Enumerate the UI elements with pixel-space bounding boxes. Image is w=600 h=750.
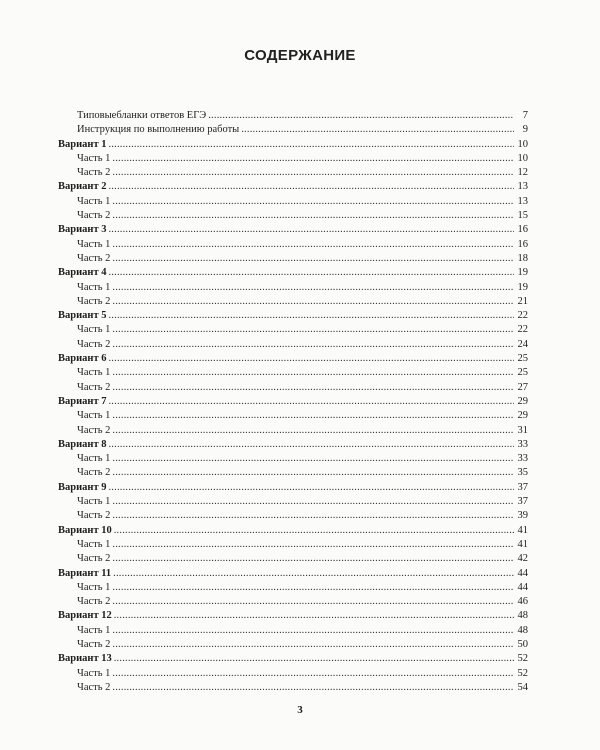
toc-page-number: 48 [517,624,528,636]
toc-leader-dots [108,481,514,495]
toc-page-number: 41 [517,538,528,550]
toc-leader-dots [112,295,514,309]
toc-leader-dots [114,609,514,623]
toc-entry-text: Вариант 1 [58,138,107,150]
toc-leader-dots [112,581,514,595]
toc-leader-dots [108,180,514,194]
toc-page-number: 44 [517,567,528,579]
toc-page-number: 31 [517,424,528,436]
toc-part-row [58,195,528,209]
toc-part-row [58,381,528,395]
toc-entry-text: Часть 1 [77,324,111,336]
toc-leader-dots [241,123,514,137]
toc-page-number: 46 [517,596,528,608]
toc-leader-dots [112,452,514,466]
toc-variant-row [58,609,528,623]
table-of-contents [58,109,528,695]
toc-variant-row [58,438,528,452]
toc-entry-text: Часть 1 [77,453,111,465]
toc-variant-row [58,266,528,280]
toc-entry-text: Часть 2 [77,252,111,264]
toc-entry-text: Часть 1 [77,238,111,250]
toc-page-number: 37 [517,496,528,508]
toc-entry-text: Часть 2 [77,381,111,393]
toc-entry-text: Часть 1 [77,538,111,550]
toc-part-row [58,466,528,480]
toc-part-row [58,166,528,180]
toc-entry-row [58,109,528,123]
toc-variant-row [58,395,528,409]
toc-part-row [58,152,528,166]
toc-entry-text: Вариант 3 [58,224,107,236]
toc-entry-text: Часть 1 [77,667,111,679]
toc-variant-row [58,524,528,538]
toc-page-number: 19 [517,281,528,293]
toc-page-number: 19 [517,267,528,279]
toc-leader-dots [114,652,514,666]
toc-leader-dots [112,509,514,523]
toc-part-row [58,252,528,266]
toc-entry-text: Часть 2 [77,210,111,222]
toc-leader-dots [112,667,514,681]
toc-part-row [58,638,528,652]
toc-entry-text: Вариант 11 [58,567,112,579]
toc-page-number: 35 [517,467,528,479]
toc-part-row [58,281,528,295]
toc-part-row [58,238,528,252]
toc-page-number: 25 [517,353,528,365]
toc-page-number: 48 [517,610,528,622]
toc-page-number: 15 [517,210,528,222]
toc-entry-text: Часть 2 [77,295,111,307]
toc-entry-text: Вариант 9 [58,481,107,493]
toc-page-number: 52 [517,667,528,679]
toc-entry-text: Часть 1 [77,624,111,636]
toc-leader-dots [108,352,514,366]
toc-page-number: 21 [517,295,528,307]
toc-entry-text: Вариант 8 [58,438,107,450]
toc-entry-text: Часть 1 [77,152,111,164]
toc-leader-dots [112,466,514,480]
toc-page-number: 25 [517,367,528,379]
toc-entry-text: Часть 2 [77,681,111,693]
toc-leader-dots [112,595,514,609]
toc-page-number: 29 [517,410,528,422]
toc-page-number: 44 [517,581,528,593]
toc-entry-text: Часть 1 [77,195,111,207]
toc-entry-text: Часть 1 [77,281,111,293]
toc-entry-text: Вариант 2 [58,181,107,193]
toc-part-row [58,338,528,352]
toc-page-number: 9 [522,124,528,136]
toc-leader-dots [112,681,514,695]
toc-entry-text: Вариант 4 [58,267,107,279]
toc-entry-text: Вариант 12 [58,610,112,622]
toc-part-row [58,409,528,423]
toc-variant-row [58,138,528,152]
toc-leader-dots [112,381,514,395]
toc-page-number: 42 [517,553,528,565]
toc-entry-text: Вариант 7 [58,395,107,407]
toc-page-number: 27 [517,381,528,393]
toc-leader-dots [112,281,514,295]
toc-part-row [58,538,528,552]
toc-variant-row [58,481,528,495]
toc-page-number: 12 [517,167,528,179]
toc-leader-dots [108,309,514,323]
toc-entry-text: Типовыебланки ответов ЕГЭ [77,110,207,121]
toc-part-row [58,581,528,595]
toc-leader-dots [108,438,514,452]
toc-page-number: 33 [517,453,528,465]
toc-page-number: 10 [517,138,528,150]
toc-entry-text: Часть 2 [77,510,111,522]
toc-entry-text: Вариант 6 [58,353,107,365]
toc-part-row [58,452,528,466]
toc-leader-dots [112,552,514,566]
toc-leader-dots [112,323,514,337]
page-title: СОДЕРЖАНИЕ [244,47,356,64]
toc-leader-dots [112,338,514,352]
toc-variant-row [58,567,528,581]
toc-leader-dots [112,366,514,380]
toc-entry-text: Часть 2 [77,338,111,350]
toc-entry-text: Часть 1 [77,496,111,508]
toc-part-row [58,509,528,523]
toc-page-number: 41 [517,524,528,536]
toc-part-row [58,495,528,509]
toc-leader-dots [112,209,514,223]
toc-page-number: 16 [517,224,528,236]
toc-entry-text: Часть 2 [77,638,111,650]
toc-variant-row [58,223,528,237]
toc-part-row [58,552,528,566]
toc-entry-text: Часть 2 [77,467,111,479]
toc-leader-dots [112,195,514,209]
toc-page-number: 52 [517,653,528,665]
toc-part-row [58,209,528,223]
toc-entry-text: Вариант 10 [58,524,112,536]
toc-variant-row [58,309,528,323]
page-number: 3 [297,704,303,716]
toc-leader-dots [112,252,514,266]
toc-entry-text: Инструкция по выполнению работы [77,124,240,136]
toc-leader-dots [108,223,514,237]
toc-entry-text: Вариант 5 [58,310,107,322]
toc-page-number: 22 [517,324,528,336]
toc-leader-dots [112,238,514,252]
toc-leader-dots [113,567,514,581]
toc-leader-dots [112,495,514,509]
toc-entry-row [58,123,528,137]
toc-part-row [58,424,528,438]
toc-part-row [58,366,528,380]
toc-leader-dots [114,524,514,538]
toc-leader-dots [112,538,514,552]
toc-page-number: 24 [517,338,528,350]
toc-leader-dots [208,109,514,123]
toc-page-number: 37 [517,481,528,493]
toc-page-number: 33 [517,438,528,450]
toc-leader-dots [112,409,514,423]
toc-page-number: 16 [517,238,528,250]
toc-entry-text: Часть 1 [77,581,111,593]
toc-leader-dots [112,624,514,638]
toc-part-row [58,624,528,638]
toc-part-row [58,295,528,309]
toc-part-row [58,323,528,337]
toc-leader-dots [108,395,514,409]
toc-page-number: 13 [517,195,528,207]
toc-variant-row [58,180,528,194]
toc-leader-dots [108,266,514,280]
toc-leader-dots [112,424,514,438]
toc-entry-text: Часть 2 [77,167,111,179]
toc-page-number: 13 [517,181,528,193]
toc-page-number: 7 [522,110,528,121]
toc-entry-text: Часть 2 [77,596,111,608]
toc-page-number: 54 [517,681,528,693]
toc-page-number: 29 [517,395,528,407]
toc-part-row [58,681,528,695]
toc-page-number: 22 [517,310,528,322]
toc-leader-dots [112,152,514,166]
toc-variant-row [58,652,528,666]
toc-entry-text: Часть 2 [77,424,111,436]
toc-variant-row [58,352,528,366]
toc-page-number: 10 [517,152,528,164]
toc-entry-text: Вариант 13 [58,653,112,665]
toc-page-number: 18 [517,252,528,264]
toc-leader-dots [108,138,514,152]
toc-part-row [58,595,528,609]
toc-part-row [58,667,528,681]
toc-entry-text: Часть 2 [77,553,111,565]
toc-entry-text: Часть 1 [77,367,111,379]
toc-leader-dots [112,638,514,652]
toc-leader-dots [112,166,514,180]
toc-entry-text: Часть 1 [77,410,111,422]
toc-page-number: 50 [517,638,528,650]
toc-page-number: 39 [517,510,528,522]
